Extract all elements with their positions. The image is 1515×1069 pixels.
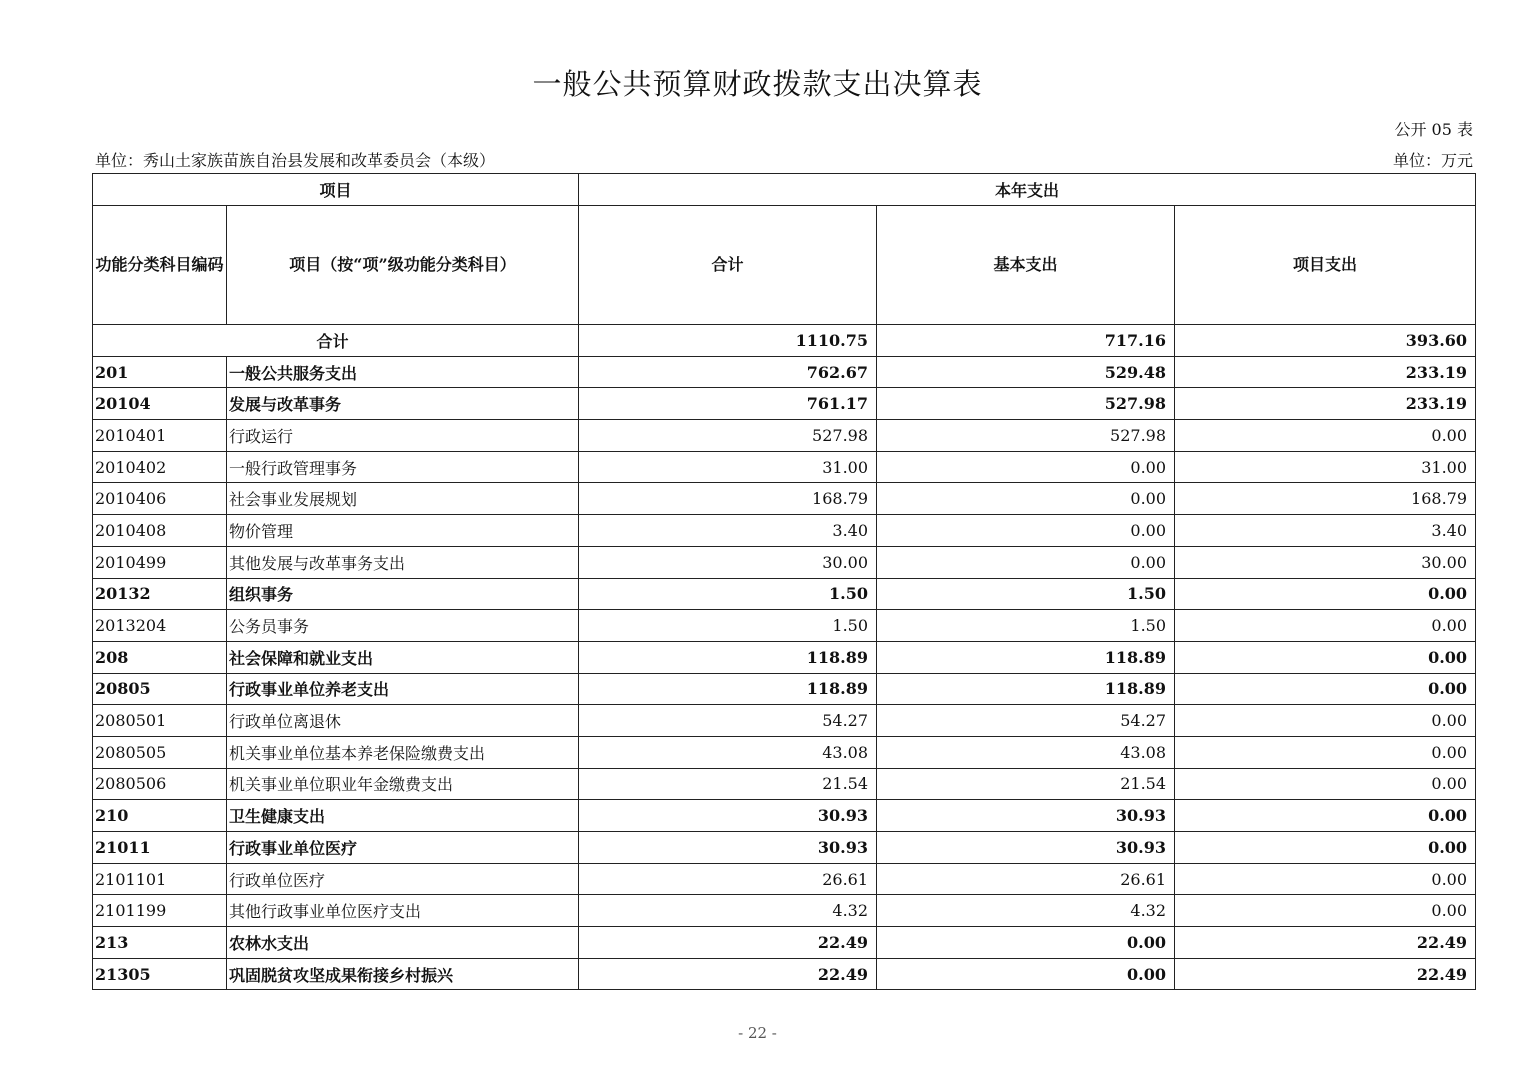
expenditure-table [92,173,1476,990]
row-total: 22.49 [579,958,877,990]
row-code: 2010401 [93,420,227,452]
header-project: 项目 [93,174,579,206]
table-row [93,832,1476,864]
row-basic: 43.08 [877,736,1175,768]
row-basic: 0.00 [877,515,1175,547]
row-project: 0.00 [1175,863,1476,895]
row-name: 行政单位医疗 [227,863,579,895]
row-basic: 1.50 [877,610,1175,642]
row-total: 118.89 [579,641,877,673]
row-code: 2080501 [93,705,227,737]
row-basic: 26.61 [877,863,1175,895]
header-code: 功能分类科目编码 [93,206,227,325]
table-row [93,895,1476,927]
row-code: 2013204 [93,610,227,642]
table-row [93,673,1476,705]
row-code: 2080505 [93,736,227,768]
row-total: 30.93 [579,832,877,864]
row-code: 2010499 [93,546,227,578]
row-name: 社会保障和就业支出 [227,641,579,673]
row-code: 20805 [93,673,227,705]
row-name: 行政单位离退休 [227,705,579,737]
row-code: 21011 [93,832,227,864]
header-basic: 基本支出 [877,206,1175,325]
row-code: 2101199 [93,895,227,927]
table-row [93,515,1476,547]
table-row [93,356,1476,388]
row-project: 31.00 [1175,451,1476,483]
row-basic: 30.93 [877,800,1175,832]
row-total: 54.27 [579,705,877,737]
row-basic: 529.48 [877,356,1175,388]
table-row [93,800,1476,832]
row-project: 0.00 [1175,800,1476,832]
row-name: 发展与改革事务 [227,388,579,420]
row-project: 0.00 [1175,768,1476,800]
row-basic: 0.00 [877,546,1175,578]
row-total: 31.00 [579,451,877,483]
row-project: 22.49 [1175,927,1476,959]
row-basic: 0.00 [877,958,1175,990]
row-name: 组织事务 [227,578,579,610]
table-row [93,578,1476,610]
row-total: 168.79 [579,483,877,515]
row-total: 3.40 [579,515,877,547]
row-name: 社会事业发展规划 [227,483,579,515]
table-row [93,641,1476,673]
currency-unit: 单位：万元 [1392,151,1473,170]
row-basic: 0.00 [877,483,1175,515]
row-project: 233.19 [1175,356,1476,388]
table-row [93,768,1476,800]
row-project: 22.49 [1175,958,1476,990]
row-name: 行政运行 [227,420,579,452]
row-project: 0.00 [1175,895,1476,927]
table-row [93,483,1476,515]
table-row [93,420,1476,452]
row-total: 761.17 [579,388,877,420]
table-row [93,451,1476,483]
row-basic: 118.89 [877,673,1175,705]
row-name: 一般行政管理事务 [227,451,579,483]
table-row [93,958,1476,990]
row-basic: 0.00 [877,451,1175,483]
row-total: 4.32 [579,895,877,927]
row-project: 0.00 [1175,673,1476,705]
row-name: 物价管理 [227,515,579,547]
row-code: 20132 [93,578,227,610]
row-code: 213 [93,927,227,959]
row-total: 22.49 [579,927,877,959]
row-name: 行政事业单位养老支出 [227,673,579,705]
row-code: 210 [93,800,227,832]
page-number: - 22 - [738,1024,777,1042]
row-basic: 118.89 [877,641,1175,673]
row-project: 0.00 [1175,420,1476,452]
row-project: 0.00 [1175,578,1476,610]
row-name: 农林水支出 [227,927,579,959]
row-total: 30.00 [579,546,877,578]
row-project: 0.00 [1175,705,1476,737]
row-project: 0.00 [1175,832,1476,864]
form-number: 公开 05 表 [1394,120,1473,139]
row-project: 0.00 [1175,610,1476,642]
row-name: 巩固脱贫攻坚成果衔接乡村振兴 [227,958,579,990]
header-total: 合计 [579,206,877,325]
page-title: 一般公共预算财政拨款支出决算表 [532,67,983,101]
row-name: 行政事业单位医疗 [227,832,579,864]
row-name: 机关事业单位基本养老保险缴费支出 [227,736,579,768]
row-project: 168.79 [1175,483,1476,515]
reporting-unit: 单位：秀山土家族苗族自治县发展和改革委员会（本级） [95,151,496,170]
row-project: 3.40 [1175,515,1476,547]
row-name: 机关事业单位职业年金缴费支出 [227,768,579,800]
row-total: 118.89 [579,673,877,705]
row-code: 20104 [93,388,227,420]
table-row [93,610,1476,642]
table-row [93,705,1476,737]
row-total: 26.61 [579,863,877,895]
row-name: 其他发展与改革事务支出 [227,546,579,578]
row-basic: 21.54 [877,768,1175,800]
row-project: 233.19 [1175,388,1476,420]
row-total: 1.50 [579,610,877,642]
row-code: 2010406 [93,483,227,515]
row-basic: 527.98 [877,388,1175,420]
row-total: 30.93 [579,800,877,832]
table-row [93,927,1476,959]
row-basic: 1.50 [877,578,1175,610]
table-row [93,388,1476,420]
row-basic: 54.27 [877,705,1175,737]
row-total: 43.08 [579,736,877,768]
total-row [93,325,1476,357]
row-code: 21305 [93,958,227,990]
row-code: 201 [93,356,227,388]
row-code: 2010408 [93,515,227,547]
row-total: 762.67 [579,356,877,388]
row-name: 卫生健康支出 [227,800,579,832]
row-project: 0.00 [1175,641,1476,673]
header-item-name: 项目（按“项”级功能分类科目） [227,206,579,325]
row-project: 30.00 [1175,546,1476,578]
row-code: 208 [93,641,227,673]
row-total: 527.98 [579,420,877,452]
table-row [93,863,1476,895]
row-project: 0.00 [1175,736,1476,768]
row-basic: 527.98 [877,420,1175,452]
total-amount: 1110.75 [579,325,877,357]
table-row [93,546,1476,578]
header-project-expenditure: 项目支出 [1175,206,1476,325]
row-code: 2101101 [93,863,227,895]
row-total: 1.50 [579,578,877,610]
row-name: 其他行政事业单位医疗支出 [227,895,579,927]
row-total: 21.54 [579,768,877,800]
table-row [93,736,1476,768]
row-name: 一般公共服务支出 [227,356,579,388]
row-basic: 4.32 [877,895,1175,927]
total-basic: 717.16 [877,325,1175,357]
row-code: 2080506 [93,768,227,800]
header-current-year: 本年支出 [579,174,1476,206]
row-code: 2010402 [93,451,227,483]
total-project: 393.60 [1175,325,1476,357]
row-basic: 0.00 [877,927,1175,959]
row-basic: 30.93 [877,832,1175,864]
row-name: 公务员事务 [227,610,579,642]
total-label: 合计 [93,325,579,357]
